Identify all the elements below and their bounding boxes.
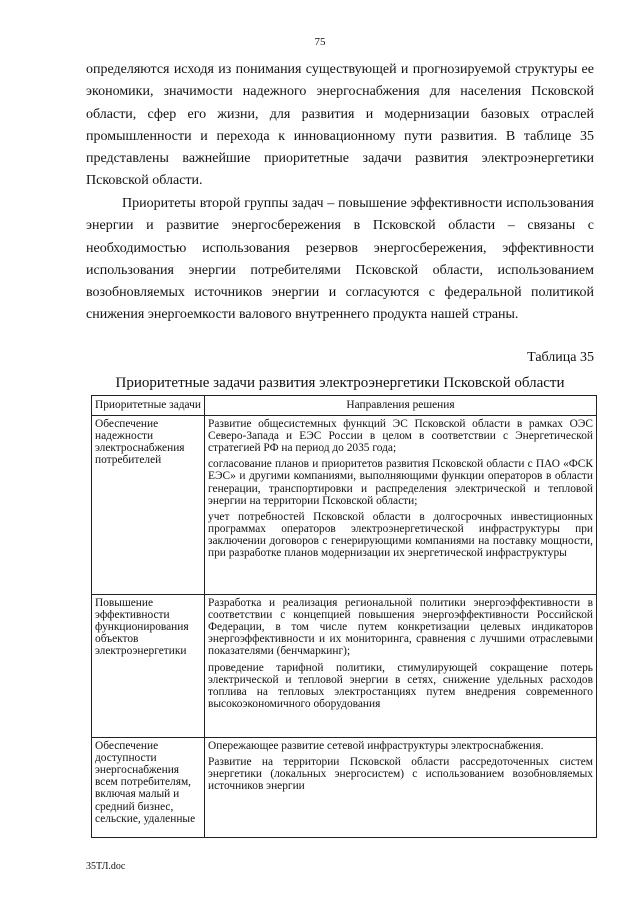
header-solutions: Направления решения — [205, 396, 597, 416]
table-label: Таблица 35 — [527, 350, 594, 365]
task-cell: Повышение эффективности функционирования объектов электроэнергетики — [92, 595, 205, 738]
table-row — [92, 738, 597, 838]
page-number: 75 — [314, 36, 326, 48]
solution-item: согласование планов и приоритетов развития Псковской области с ПАО «ФСК ЕЭС» и другими компаниями, выполняющими функции операторов в области генерации, транспортировки и распределения электрической и тепловой энергии на территории Псковской области; — [208, 458, 593, 507]
table-row — [92, 416, 597, 595]
solution-item: Разработка и реализация региональной политики энергоэффективности в соответствии с концепцией повышения энергоэффективности Российской Федерации, в том числе путем конкретизации целевых индикаторов энергоэффективности и их мониторинга, сравнения с лучшими отраслевыми показателями (бенчмаркинг); — [208, 597, 593, 658]
solution-item: Развитие на территории Псковской области рассредоточенных систем энергетики (локальных энергосистем) с использованием возобновляемых источников энергии — [208, 756, 593, 793]
solution-item: учет потребностей Псковской области в долгосрочных инвестиционных программах операторов электроэнергетической инфраструктуры при заключении договоров с генерирующими компаниями на поставку мощности, при разработке планов модернизации их энергетической инфраструктуры — [208, 510, 593, 560]
solution-item: Опережающее развитие сетевой инфраструктуры электроснабжения. — [208, 740, 544, 753]
table-header-row — [92, 396, 597, 416]
table-row — [92, 595, 597, 738]
paragraph-1: определяются исходя из понимания существующей и прогнозируемой структуры ее экономики, значимости надежного энергоснабжения для населения Псковской области, сфер его жизни, для развития и модернизации базовых отраслей промышленности и перехода к инновационному пути развития. В таблице 35 представлены важнейшие приоритетные задачи развития электроэнергетики Псковской области. — [86, 62, 594, 189]
task-cell: Обеспечение надежности электроснабжения потребителей — [92, 416, 205, 595]
solutions-cell — [205, 416, 597, 595]
header-tasks: Приоритетные задачи — [92, 396, 205, 416]
table-title: Приоритетные задачи развития электроэнергетики Псковской области — [115, 375, 565, 391]
solution-item: проведение тарифной политики, стимулирующей сокращение потерь электрической и тепловой энергии в сетях, снижение удельных расходов топлива на тепловых электростанциях путем внедрения современного высокоэкономичного оборудования — [208, 661, 593, 710]
document-filename: 35ТЛ.doc — [86, 861, 126, 872]
task-cell: Обеспечение доступности энергоснабжения всем потребителям, включая малый и средний бизнес, сельские, удаленные — [92, 738, 205, 838]
solutions-cell — [205, 738, 597, 838]
priority-tasks-table — [91, 395, 597, 838]
solution-item: Развитие общесистемных функций ЭС Псковской области в рамках ОЭС Северо-Запада и ЕЭС России в целом в соответствии с Энергетической стратегией РФ на период до 2035 года; — [208, 418, 593, 455]
paragraph-2: Приоритеты второй группы задач – повышение эффективности использования энергии и развитие энергосбережения в Псковской области – связаны с необходимостью использования резервов энергосбережения, эффективности использования энергии потребителями Псковской области, использованием возобновляемых источников энергии и согласуются с федеральной политикой снижения энергоемкости валового внутреннего продукта нашей страны. — [86, 196, 594, 323]
solutions-cell — [205, 595, 597, 738]
